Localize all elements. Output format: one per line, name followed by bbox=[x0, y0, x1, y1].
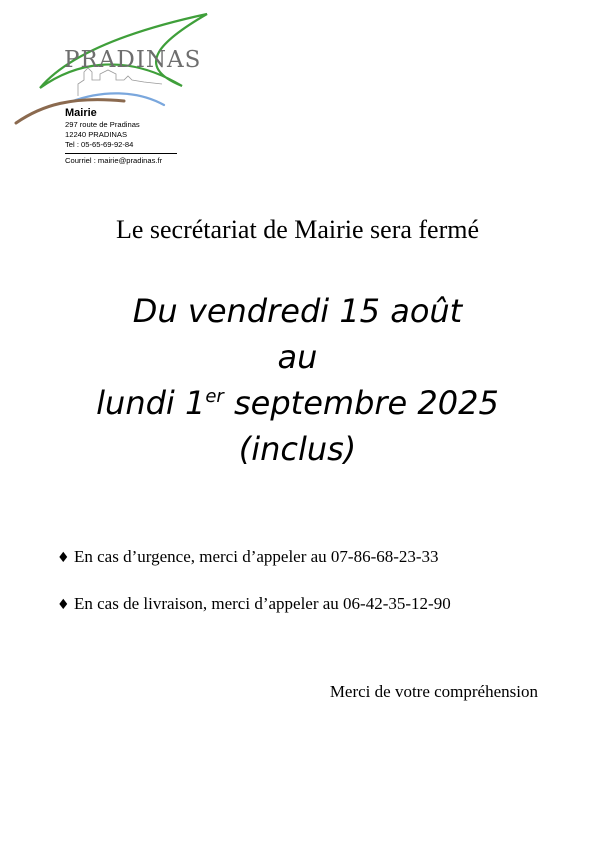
date-end-suffix: septembre 2025 bbox=[223, 384, 499, 422]
date-inclusive: (inclus) bbox=[238, 430, 357, 468]
office-title: Mairie bbox=[65, 107, 97, 119]
address-street: 297 route de Pradinas bbox=[65, 120, 140, 129]
delivery-note bbox=[57, 593, 451, 616]
contact-notes bbox=[57, 546, 451, 640]
emergency-note-text: En cas d’urgence, merci d’appeler au 07-86-68-23-33 bbox=[74, 547, 439, 566]
date-start: Du vendredi 15 août bbox=[132, 292, 463, 330]
contact-divider bbox=[65, 153, 177, 154]
address-city: 12240 PRADINAS bbox=[65, 130, 128, 139]
closure-headline: Le secrétariat de Mairie sera fermé bbox=[115, 215, 480, 244]
logo-wordmark: PRADINAS bbox=[64, 47, 202, 73]
emergency-note bbox=[57, 546, 451, 569]
date-end-prefix: lundi 1 bbox=[96, 384, 206, 422]
contact-block bbox=[65, 107, 177, 166]
diamond-bullet-icon: ♦ bbox=[57, 597, 70, 613]
date-end bbox=[0, 380, 595, 426]
date-connector: au bbox=[277, 338, 318, 376]
phone-number: Tel : 05-65-69-92-84 bbox=[65, 140, 134, 149]
closure-dates bbox=[0, 288, 595, 472]
diamond-bullet-icon: ♦ bbox=[57, 550, 70, 566]
closing-thanks: Merci de votre compréhension bbox=[329, 682, 538, 701]
email-address: Courriel : mairie@pradinas.fr bbox=[65, 156, 163, 165]
delivery-note-text: En cas de livraison, merci d’appeler au 06-42-35-12-90 bbox=[74, 594, 451, 613]
date-end-ordinal: er bbox=[205, 386, 224, 407]
